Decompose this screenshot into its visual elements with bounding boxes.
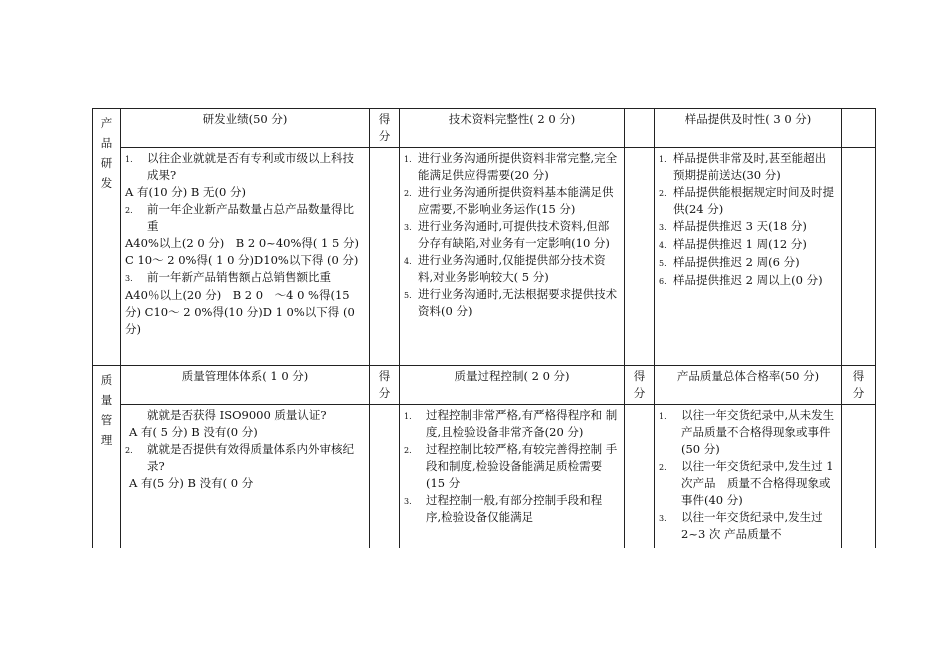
list-item: 2. 就就是否提供有效得质量体系内外审核纪 录? <box>125 442 354 473</box>
list-item: 4. 进行业务沟通时,仅能提供部分技术资料,对业务影响较大( 5 分) <box>404 253 606 284</box>
list-item: 4. 样品提供推迟 1 周(12 分) <box>659 237 807 251</box>
score-label: 得 分 <box>370 366 400 405</box>
list-item: 2. 前一年企业新产品数量占总产品数量得比重 <box>125 202 354 233</box>
score-cell <box>625 109 655 148</box>
rd-body-row <box>93 148 876 366</box>
rd-performance-header: 研发业绩(50 分) <box>121 109 370 148</box>
list-item: 就就是否获得 ISO9000 质量认证? <box>147 408 327 422</box>
rd-header-row <box>93 109 876 148</box>
list-item: 2. 以往一年交货纪录中,发生过 1 次产品 质量不合格得现象或事件(40 分) <box>659 459 834 507</box>
rd-performance-criteria <box>121 148 370 366</box>
list-item: 3. 前一年新产品销售额占总销售额比重 <box>125 270 331 284</box>
option-line: A40%以上(2 0 分) B 2 0~40%得( 1 5 分) C 10～ 2 0%得( 1 0 分)D10%以下得 (0 分) <box>125 236 359 267</box>
list-item: 3. 以往一年交货纪录中,发生过 2~3 次 产品质量不 <box>659 510 823 541</box>
sample-timeliness-header: 样品提供及时性( 3 0 分) <box>655 109 842 148</box>
qms-criteria <box>121 405 370 548</box>
supplier-evaluation-table <box>92 108 876 548</box>
qms-header: 质量管理体体系( 1 0 分) <box>121 366 370 405</box>
process-control-header: 质量过程控制( 2 0 分) <box>400 366 625 405</box>
list-item: 1. 过程控制非常严格,有严格得程序和 制度,且检验设备非常齐备(20 分) <box>404 408 618 439</box>
list-item: 1. 样品提供非常及时,甚至能超出预期提前送达(30 分) <box>659 151 827 182</box>
list-item: 3. 样品提供推迟 3 天(18 分) <box>659 219 807 233</box>
score-label: 得 分 <box>625 366 655 405</box>
list-item: 1. 进行业务沟通所提供资料非常完整,完全能满足供应得需要(20 分) <box>404 151 618 182</box>
list-item: 2. 进行业务沟通所提供资料基本能满足供应需要,不影响业务运作(15 分) <box>404 185 614 216</box>
quality-body-row <box>93 405 876 548</box>
list-item: 2. 样品提供能根据规定时间及时提供(24 分) <box>659 185 834 216</box>
score-cell <box>370 405 400 548</box>
score-label: 得 分 <box>842 366 876 405</box>
list-item: 3. 过程控制一般,有部分控制手段和程 序,检验设备仅能满足 <box>404 493 614 524</box>
list-item: 3. 进行业务沟通时,可提供技术资料,但部分存有缺陷,对业务有一定影响(10 分) <box>404 219 610 250</box>
score-cell <box>625 405 655 548</box>
option-line: A40％以上(20 分) B 2 0 ～4 0 %得(15 分) C10～ 2 0%得(10 分)D 1 0%以下得 (0 分) <box>125 288 355 336</box>
list-item: 5. 样品提供推迟 2 周(6 分) <box>659 255 800 269</box>
quality-header-row <box>93 366 876 405</box>
sample-timeliness-criteria <box>655 148 842 366</box>
list-item: 1. 以往企业就就是否有专利或市级以上科技成果? <box>125 151 354 182</box>
score-cell <box>370 148 400 366</box>
tech-docs-criteria <box>400 148 625 366</box>
score-cell <box>842 109 876 148</box>
option-line: A 有( 5 分) B 没有(0 分) <box>129 425 258 439</box>
process-control-criteria <box>400 405 625 548</box>
score-cell <box>842 405 876 548</box>
category-rd: 产 品 研 发 <box>93 109 121 366</box>
score-cell <box>625 148 655 366</box>
option-line: A 有(5 分) B 没有( 0 分 <box>129 476 254 490</box>
list-item: 1. 以往一年交货纪录中,从未发生产品质量不合格得现象或事件(50 分) <box>659 408 835 456</box>
list-item: 2. 过程控制比较严格,有较完善得控制 手段和制度,检验设备能满足质检需要(15 分 <box>404 442 618 490</box>
pass-rate-header: 产品质量总体合格率(50 分) <box>655 366 842 405</box>
score-cell <box>842 148 876 366</box>
option-line: A 有(10 分) B 无(0 分) <box>125 185 246 199</box>
list-item: 6. 样品提供推迟 2 周以上(0 分) <box>659 273 823 287</box>
pass-rate-criteria <box>655 405 842 548</box>
list-item: 5. 进行业务沟通时,无法根据要求提供技术资料(0 分) <box>404 287 618 318</box>
tech-docs-header: 技术资料完整性( 2 0 分) <box>400 109 625 148</box>
category-quality: 质 量 管 理 <box>93 366 121 548</box>
score-label: 得 分 <box>370 109 400 148</box>
